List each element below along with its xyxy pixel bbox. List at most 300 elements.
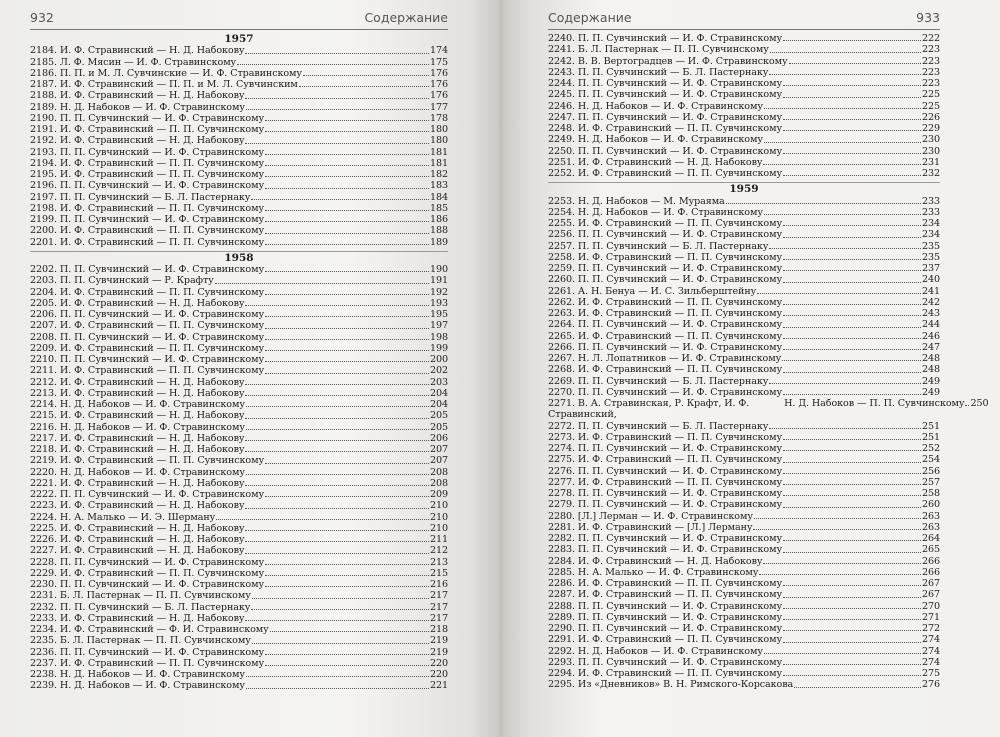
entry-title: Н. Д. Набоков — И. Ф. Стравинскому: [59, 101, 245, 113]
entry-label: [548, 499, 782, 510]
entry-page-number: 230: [921, 134, 940, 146]
toc-entry[interactable]: [548, 488, 940, 499]
entry-page-number: 184: [429, 191, 448, 203]
toc-entry[interactable]: [548, 218, 940, 229]
entry-page-number: 218: [429, 624, 448, 636]
entry-page-number: 198: [429, 331, 448, 343]
toc-entry[interactable]: [548, 578, 940, 589]
toc-entry[interactable]: [548, 443, 940, 454]
entry-label: [30, 388, 244, 399]
entry-label: [548, 146, 782, 157]
toc-entry[interactable]: [30, 545, 448, 556]
entry-number: 2294.: [548, 668, 575, 680]
toc-entry[interactable]: [30, 158, 448, 169]
toc-entry[interactable]: [30, 354, 448, 365]
entry-number: 2287.: [548, 589, 575, 601]
entry-label: [30, 433, 244, 444]
toc-entry[interactable]: [30, 422, 448, 433]
toc-entry[interactable]: [30, 489, 448, 500]
toc-entry[interactable]: [548, 274, 940, 285]
entry-label: [548, 123, 782, 134]
toc-entry[interactable]: [548, 67, 940, 78]
toc-entry[interactable]: [548, 146, 940, 157]
entry-number: 2248.: [548, 123, 575, 134]
toc-entry[interactable]: [30, 590, 448, 601]
entry-page-number: 223: [921, 66, 940, 78]
toc-entry[interactable]: [30, 680, 448, 691]
dot-leader: [783, 281, 921, 283]
entry-page-number: 263: [921, 510, 940, 522]
toc-entry[interactable]: [548, 101, 940, 112]
toc-entry[interactable]: [548, 589, 940, 600]
entry-page-number: 182: [429, 169, 448, 181]
toc-entry[interactable]: [30, 203, 448, 214]
entry-title: Н. Л. Лопатников — И. Ф. Стравинскому: [577, 353, 782, 365]
toc-entry[interactable]: [30, 320, 448, 331]
dot-leader: [265, 495, 429, 497]
toc-entry[interactable]: [30, 500, 448, 511]
entry-number: 2295.: [548, 679, 575, 691]
toc-entry[interactable]: [30, 192, 448, 203]
entry-page-number: 272: [921, 623, 940, 635]
toc-entry[interactable]: [548, 646, 940, 657]
entry-page-number: 246: [921, 330, 940, 342]
toc-entry[interactable]: [30, 214, 448, 225]
entry-number: 2218.: [30, 444, 57, 456]
entry-title: И. Ф. Стравинский — П. П. Сувчинскому: [577, 364, 783, 376]
entry-label: [548, 421, 768, 432]
entry-page-number: 203: [429, 376, 448, 388]
toc-entry[interactable]: [30, 287, 448, 298]
dot-leader: [753, 528, 921, 530]
entry-title: И. Ф. Стравинский — [Л.] Лерману: [577, 521, 753, 533]
entry-page-number: 197: [429, 320, 448, 332]
toc-entry[interactable]: [548, 567, 940, 578]
entry-title: П. П. Сувчинский — Б. Л. Пастернаку: [59, 601, 251, 613]
toc-entry[interactable]: [30, 444, 448, 455]
entry-number: 2220.: [30, 466, 57, 478]
toc-entry[interactable]: [548, 196, 940, 207]
toc-entry[interactable]: [548, 387, 940, 398]
toc-entry[interactable]: [548, 454, 940, 465]
dot-leader: [299, 85, 429, 87]
dot-leader: [216, 518, 429, 520]
entry-title: И. Ф. Стравинский — П. П. и М. Л. Сувчинским: [59, 79, 298, 91]
dot-leader: [783, 326, 921, 328]
entry-page-number: 251: [921, 420, 940, 432]
toc-entry[interactable]: [30, 388, 448, 399]
entry-title: И. Ф. Стравинский — П. П. Сувчинскому: [577, 330, 783, 342]
dot-leader: [245, 540, 429, 542]
dot-leader: [764, 652, 921, 654]
entry-page-number: 210: [429, 500, 448, 512]
toc-entry[interactable]: [30, 68, 448, 79]
entry-label: [548, 342, 782, 353]
entry-number: 2209.: [30, 342, 57, 354]
entry-page-number: 176: [429, 79, 448, 91]
entry-label: [30, 489, 264, 500]
entry-label: [548, 274, 782, 285]
toc-entry[interactable]: [30, 478, 448, 489]
toc-entry[interactable]: [30, 135, 448, 146]
toc-entry[interactable]: [30, 455, 448, 466]
entry-page-number: 213: [429, 556, 448, 568]
toc-entry[interactable]: [30, 332, 448, 343]
entry-number: 2280.: [548, 510, 575, 522]
entry-label: [548, 657, 782, 668]
entry-page-number: 206: [429, 432, 448, 444]
toc-entry[interactable]: [548, 56, 940, 67]
entry-title: П. П. Сувчинский — И. Ф. Стравинскому: [59, 579, 265, 591]
entry-page-number: 274: [921, 645, 940, 657]
entry-title: И. Ф. Стравинский — П. П. Сувчинскому: [577, 589, 783, 601]
toc-entry[interactable]: [548, 421, 940, 432]
dot-leader: [265, 372, 429, 374]
dot-leader: [783, 449, 921, 451]
dot-leader: [265, 653, 429, 655]
entry-number: 2293.: [548, 656, 575, 668]
entry-label: [548, 196, 725, 207]
entry-label: [548, 556, 762, 567]
entry-label: [548, 634, 782, 645]
entry-number: 2285.: [548, 566, 575, 578]
entry-number: 2279.: [548, 499, 575, 511]
dot-leader: [265, 338, 429, 340]
entry-page-number: 210: [429, 522, 448, 534]
dot-leader: [783, 461, 921, 463]
entry-label: [30, 203, 264, 214]
entry-label: [548, 387, 782, 398]
entry-page-number: 252: [921, 443, 940, 455]
entry-label: [30, 467, 245, 478]
entry-title: Н. Д. Набоков — И. Ф. Стравинскому: [59, 421, 245, 433]
dot-leader: [246, 687, 429, 689]
toc-entry[interactable]: [548, 668, 940, 679]
toc-entry[interactable]: [30, 309, 448, 320]
entry-number: 2272.: [548, 420, 575, 432]
entry-number: 2200.: [30, 225, 57, 237]
toc-entry[interactable]: [548, 522, 940, 533]
entry-title: И. Ф. Стравинский — П. П. Сувчинскому: [59, 202, 265, 214]
entry-number: 2286.: [548, 578, 575, 590]
toc-entry[interactable]: [548, 556, 940, 567]
toc-entry[interactable]: [548, 229, 940, 240]
entry-title: П. П. Сувчинский — И. Ф. Стравинскому: [577, 145, 783, 157]
toc-entry[interactable]: [548, 466, 940, 477]
dot-leader: [783, 663, 921, 665]
toc-entry[interactable]: [548, 623, 940, 634]
dot-leader: [265, 220, 429, 222]
entry-page-number: 235: [921, 251, 940, 263]
entry-title: И. Ф. Стравинский — Н. Д. Набокову: [59, 376, 245, 388]
toc-entry[interactable]: [30, 147, 448, 158]
entry-label: [30, 332, 264, 343]
toc-entry[interactable]: [548, 168, 940, 179]
toc-entry[interactable]: [30, 512, 448, 523]
toc-entry[interactable]: [30, 433, 448, 444]
toc-entry[interactable]: [30, 180, 448, 191]
entry-number: 2222.: [30, 489, 57, 501]
toc-entry[interactable]: [548, 342, 940, 353]
entry-page-number: 205: [429, 421, 448, 433]
entry-number: 2225.: [30, 522, 57, 534]
entry-title: Б. Л. Пастернак — П. П. Сувчинскому: [577, 44, 769, 56]
entry-page-number: 243: [921, 308, 940, 320]
entry-label: [30, 455, 264, 466]
toc-entry[interactable]: [30, 602, 448, 613]
entry-page-number: 200: [429, 354, 448, 366]
toc-entry[interactable]: [548, 78, 940, 89]
dot-leader: [783, 483, 921, 485]
dot-leader: [754, 517, 921, 519]
toc-entry[interactable]: [30, 399, 448, 410]
dot-leader: [252, 642, 429, 644]
entry-title: И. Ф. Стравинский — Н. Д. Набокову: [59, 410, 245, 422]
toc-entry[interactable]: [30, 57, 448, 68]
entry-number: 2252.: [548, 168, 575, 179]
toc-entry[interactable]: [548, 263, 940, 274]
entry-title: П. П. Сувчинский — И. Ф. Стравинскому: [577, 499, 783, 511]
toc-entry[interactable]: [548, 89, 940, 100]
entry-number: 2206.: [30, 309, 57, 321]
entry-title: И. Ф. Стравинский — Ф. И. Стравинскому: [59, 624, 269, 636]
toc-entry[interactable]: [548, 432, 940, 443]
toc-entry[interactable]: [30, 377, 448, 388]
toc-entry[interactable]: [30, 298, 448, 309]
entry-title: И. Ф. Стравинский — П. П. Сувчинскому: [59, 236, 265, 248]
entry-label: [30, 399, 245, 410]
entry-number: 2195.: [30, 169, 57, 181]
toc-entry[interactable]: [30, 275, 448, 286]
entry-label: [548, 56, 788, 67]
dot-leader: [783, 303, 921, 305]
entry-page-number: 229: [921, 123, 940, 134]
toc-entry[interactable]: [30, 613, 448, 624]
toc-entry[interactable]: [30, 237, 448, 248]
entry-label: [30, 237, 264, 248]
entry-number: 2221.: [30, 477, 57, 489]
entry-number: 2254.: [548, 206, 575, 218]
toc-entry[interactable]: [30, 568, 448, 579]
toc-entry[interactable]: [548, 601, 940, 612]
entry-number: 2226.: [30, 534, 57, 546]
dot-leader: [265, 130, 429, 132]
entry-title: И. Ф. Стравинский — П. П. Сувчинскому: [577, 668, 783, 680]
entry-label: [548, 432, 782, 443]
toc-entry[interactable]: [30, 264, 448, 275]
entry-title: И. Ф. Стравинский — П. П. Сувчинскому: [59, 320, 265, 332]
entry-page-number: 234: [921, 229, 940, 241]
entry-number: 2278.: [548, 488, 575, 500]
entry-title: Н. Д. Набоков — М. Мураяма: [577, 195, 725, 207]
toc-entry[interactable]: [548, 241, 940, 252]
entry-page-number: 181: [429, 157, 448, 169]
toc-entry[interactable]: [30, 647, 448, 658]
entry-label: [548, 488, 782, 499]
dot-leader: [265, 270, 429, 272]
entry-number: 2242.: [548, 55, 575, 67]
entry-title: П. П. Сувчинский — И. Ф. Стравинскому: [59, 489, 265, 501]
toc-entry[interactable]: [548, 634, 940, 645]
dot-leader: [265, 327, 429, 329]
entry-title: П. П. Сувчинский — Б. Л. Пастернаку: [577, 240, 769, 252]
dot-leader: [245, 529, 429, 531]
toc-entry[interactable]: [548, 499, 940, 510]
toc-entry[interactable]: [30, 669, 448, 680]
dot-leader: [265, 187, 429, 189]
entry-label: [30, 545, 244, 556]
toc-entry[interactable]: [548, 134, 940, 145]
entry-label: [548, 511, 753, 522]
dot-leader: [769, 382, 921, 384]
entry-title: И. Ф. Стравинский — П. П. Сувчинскому: [59, 455, 265, 467]
toc-entry[interactable]: [548, 398, 989, 421]
toc-entry[interactable]: [30, 579, 448, 590]
entry-title: П. П. Сувчинский — И. Ф. Стравинскому: [577, 263, 783, 275]
toc-entry[interactable]: [30, 658, 448, 669]
entry-page-number: 258: [921, 488, 940, 500]
entry-title: П. П. Сувчинский — И. Ф. Стравинскому: [577, 611, 783, 623]
toc-entry[interactable]: [548, 319, 940, 330]
toc-entry[interactable]: [30, 113, 448, 124]
entry-page-number: 174: [429, 45, 448, 57]
entry-title: Н. Д. Набоков — И. Ф. Стравинскому: [59, 466, 245, 478]
dot-leader: [783, 607, 921, 609]
entry-label: [548, 78, 782, 89]
toc-entry[interactable]: [30, 169, 448, 180]
entry-title: П. П. Сувчинский — И. Ф. Стравинскому: [577, 465, 783, 477]
entry-number: 2196.: [30, 180, 57, 192]
entry-page-number: 264: [921, 533, 940, 545]
entry-title: И. Ф. Стравинский — Н. Д. Набокову: [59, 90, 245, 102]
entry-title: Б. Л. Пастернак — П. П. Сувчинскому: [59, 635, 251, 647]
entry-page-number: 266: [921, 555, 940, 567]
entry-number: 2256.: [548, 229, 575, 241]
dot-leader: [726, 202, 921, 204]
dot-leader: [246, 405, 429, 407]
toc-entry[interactable]: [548, 308, 940, 319]
entry-number: 2259.: [548, 263, 575, 275]
dot-leader: [783, 551, 921, 553]
entry-number: 2227.: [30, 545, 57, 557]
toc-entry[interactable]: [30, 467, 448, 478]
toc-entry[interactable]: [30, 90, 448, 101]
toc-entry[interactable]: [30, 343, 448, 354]
toc-entry[interactable]: [30, 557, 448, 568]
entry-label: [548, 646, 763, 657]
right-page: [500, 0, 1000, 737]
toc-entry[interactable]: [548, 657, 940, 668]
toc-entry[interactable]: [548, 207, 940, 218]
entry-title: Н. Д. Набоков — И. Ф. Стравинскому: [59, 399, 245, 411]
toc-entry[interactable]: [30, 534, 448, 545]
toc-entry[interactable]: [548, 331, 940, 342]
entry-label: [548, 477, 782, 488]
dot-leader: [270, 630, 429, 632]
toc-entry[interactable]: [548, 157, 940, 168]
entry-page-number: 240: [921, 274, 940, 286]
entry-label: [548, 668, 782, 679]
entry-title: И. Ф. Стравинский — Н. Д. Набокову: [59, 135, 245, 147]
entry-title: П. П. Сувчинский — И. Ф. Стравинскому: [59, 214, 265, 226]
toc-entry[interactable]: [30, 124, 448, 135]
dot-leader: [783, 39, 921, 41]
toc-entry[interactable]: [548, 612, 940, 623]
entry-page-number: 188: [429, 225, 448, 237]
entry-label: [548, 544, 782, 555]
toc-entry[interactable]: [548, 364, 940, 375]
entry-page-number: 208: [429, 477, 448, 489]
toc-entry[interactable]: [548, 376, 940, 387]
toc-entry[interactable]: [548, 679, 940, 690]
dot-leader: [759, 573, 921, 575]
entry-title: И. Ф. Стравинский — Н. Д. Набокову: [59, 444, 245, 456]
toc-entry[interactable]: [30, 102, 448, 113]
toc-entry[interactable]: [30, 365, 448, 376]
dot-leader: [265, 574, 429, 576]
entry-number: 2197.: [30, 191, 57, 203]
entry-number: 2241.: [548, 44, 575, 56]
dot-leader: [245, 439, 429, 441]
toc-entry[interactable]: [548, 353, 940, 364]
entry-number: 2187.: [30, 79, 57, 91]
toc-entry[interactable]: [30, 523, 448, 534]
entry-number: 2289.: [548, 611, 575, 623]
entry-number: 2223.: [30, 500, 57, 512]
dot-leader: [783, 393, 921, 395]
toc-entry[interactable]: [548, 33, 940, 44]
entry-number: 2236.: [30, 646, 57, 658]
toc-entry[interactable]: [548, 123, 940, 134]
toc-entry[interactable]: [30, 79, 448, 90]
entry-page-number: 212: [429, 545, 448, 557]
entry-label: [30, 135, 244, 146]
toc-entry[interactable]: [30, 635, 448, 646]
entry-title: И. Ф. Стравинский — П. П. Сувчинскому: [577, 634, 783, 646]
toc-entry[interactable]: [548, 533, 940, 544]
toc-entry[interactable]: [548, 297, 940, 308]
toc-entry[interactable]: [548, 112, 940, 123]
dot-leader: [783, 618, 921, 620]
entry-page-number: 248: [921, 353, 940, 365]
entry-label: [30, 113, 264, 124]
toc-entry[interactable]: [30, 225, 448, 236]
toc-entry[interactable]: [30, 45, 448, 56]
toc-entry[interactable]: [548, 477, 940, 488]
toc-entry[interactable]: [548, 44, 940, 55]
dot-leader: [246, 108, 429, 110]
toc-entry[interactable]: [548, 252, 940, 263]
dot-leader: [237, 63, 429, 65]
entry-label: [30, 169, 264, 180]
entry-label: [548, 252, 782, 263]
toc-entry[interactable]: [30, 624, 448, 635]
entry-title: И. Ф. Стравинский — П. П. Сувчинскому: [577, 431, 783, 443]
right-toc: [548, 33, 989, 691]
toc-entry[interactable]: [548, 544, 940, 555]
entry-page-number: 176: [429, 90, 448, 102]
entry-label: [30, 275, 214, 286]
entry-page-number: 178: [429, 112, 448, 124]
toc-entry[interactable]: [548, 511, 940, 522]
entry-label: [30, 635, 251, 646]
toc-entry[interactable]: [548, 286, 940, 297]
entry-label: [548, 207, 763, 218]
toc-entry[interactable]: [30, 410, 448, 421]
entry-number: 2249.: [548, 134, 575, 146]
entry-label: [548, 44, 769, 55]
entry-title: И. Ф. Стравинский — П. П. Сувчинскому: [577, 218, 783, 230]
